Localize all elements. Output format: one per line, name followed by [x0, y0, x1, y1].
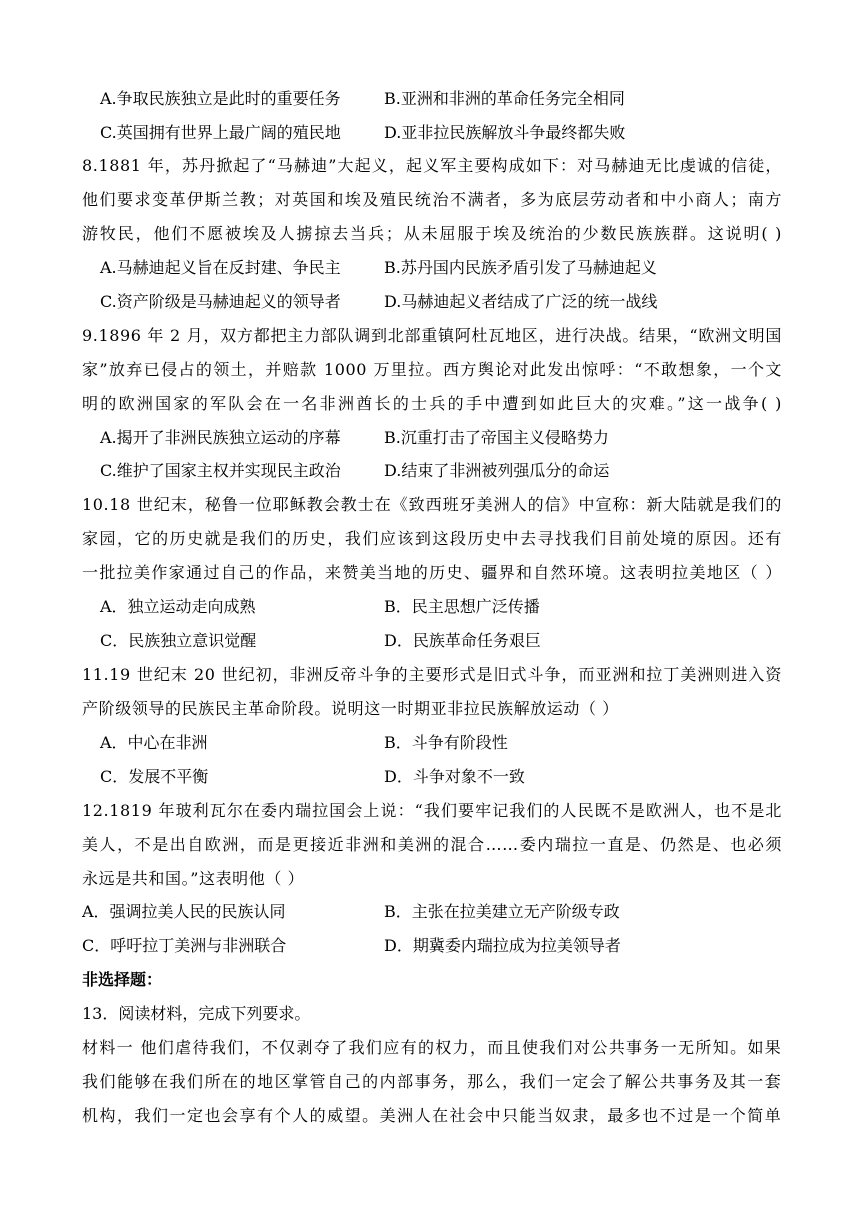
q8-stem-line-3: 游牧民，他们不愿被埃及人掳掠去当兵；从未屈服于埃及统治的少数民族族群。这说明( ): [82, 224, 782, 243]
q12-stem-line-2: 美人，不是出自欧洲，而是更接近非洲和美洲的混合……委内瑞拉一直是、仍然是、也必须: [82, 835, 782, 854]
q10-option-b: B．民主思想广泛传播: [384, 597, 540, 616]
q11-stem-line-2: 产阶级领导的民族民主革命阶段。说明这一时期亚非拉民族解放运动（ ）: [82, 699, 619, 718]
q11-option-a: A．中心在非洲: [100, 733, 208, 752]
q11-stem-line-1: 11.19 世纪末 20 世纪初，非洲反帝斗争的主要形式是旧式斗争，而亚洲和拉丁美洲则进入资: [82, 665, 782, 684]
q12-option-b: B．主张在拉美建立无产阶级专政: [384, 902, 620, 921]
q12-stem-line-3: 永远是共和国。”这表明他（ ）: [82, 869, 305, 888]
q10-option-a: A．独立运动走向成熟: [100, 597, 256, 616]
q13-material-line-2: 我们能够在我们所在的地区掌管自己的内部事务，那么，我们一定会了解公共事务及其一套: [82, 1072, 782, 1091]
q10-option-d: D．民族革命任务艰巨: [384, 631, 541, 650]
q8-stem-line-1: 8.1881 年，苏丹掀起了“马赫迪”大起义，起义军主要构成如下：对马赫迪无比虔诚的信徒，: [82, 156, 782, 175]
q11-option-c: C．发展不平衡: [100, 767, 209, 786]
q7-option-d: D.亚非拉民族解放斗争最终都失败: [384, 123, 626, 142]
q8-option-d: D.马赫迪起义者结成了广泛的统一战线: [384, 292, 658, 311]
q9-option-a: A.揭开了非洲民族独立运动的序幕: [100, 428, 341, 447]
q9-option-d: D.结束了非洲被列强瓜分的命运: [384, 461, 610, 480]
q8-option-b: B.苏丹国内民族矛盾引发了马赫迪起义: [384, 258, 657, 277]
q13-material-line-1: 材料一 他们虐待我们，不仅剥夺了我们应有的权力，而且使我们对公共事务一无所知。如果: [82, 1038, 782, 1057]
section-heading: 非选择题：: [82, 970, 163, 989]
q9-stem-line-2: 家”放弃已侵占的领土，并赔款 1000 万里拉。西方舆论对此发出惊呼：“不敢想象，一个文: [82, 360, 782, 379]
q9-stem-line-1: 9.1896 年 2 月，双方都把主力部队调到北部重镇阿杜瓦地区，进行决战。结果，“欧洲文明国: [82, 326, 782, 345]
q7-option-c: C.英国拥有世界上最广阔的殖民地: [100, 123, 341, 142]
q12-stem-line-1: 12.1819 年玻利瓦尔在委内瑞拉国会上说：“我们要牢记我们的人民既不是欧洲人，也不是北: [82, 801, 782, 820]
q13-material-line-3: 机构，我们一定也会享有个人的威望。美洲人在社会中只能当奴隶，最多也不过是一个简单: [82, 1106, 782, 1125]
q13-stem: 13．阅读材料，完成下列要求。: [82, 1004, 311, 1023]
q10-stem-line-3: 一批拉美作家通过自己的作品，来赞美当地的历史、疆界和自然环境。这表明拉美地区（ ）: [82, 563, 782, 582]
q7-option-b: B.亚洲和非洲的革命任务完全相同: [384, 89, 625, 108]
q10-stem-line-1: 10.18 世纪末，秘鲁一位耶稣教会教士在《致西班牙美洲人的信》中宣称：新大陆就是我们的: [82, 495, 782, 514]
q10-option-c: C．民族独立意识觉醒: [100, 631, 257, 650]
q9-stem-line-3: 明的欧洲国家的军队会在一名非洲酋长的士兵的手中遭到如此巨大的灾难。”这一战争( ): [82, 394, 782, 413]
q10-stem-line-2: 家园，它的历史就是我们的历史，我们应该到这段历史中去寻找我们目前处境的原因。还有: [82, 529, 782, 548]
q12-option-c: C．呼吁拉丁美洲与非洲联合: [82, 936, 287, 955]
q9-option-b: B.沉重打击了帝国主义侵略势力: [384, 428, 609, 447]
q11-option-b: B．斗争有阶段性: [384, 733, 508, 752]
q8-option-a: A.马赫迪起义旨在反封建、争民主: [100, 258, 341, 277]
q9-option-c: C.维护了国家主权并实现民主政治: [100, 461, 341, 480]
q11-option-d: D．斗争对象不一致: [384, 767, 525, 786]
q8-option-c: C.资产阶级是马赫迪起义的领导者: [100, 292, 341, 311]
q8-stem-line-2: 他们要求变革伊斯兰教；对英国和埃及殖民统治不满者，多为底层劳动者和中小商人；南方: [82, 190, 782, 209]
q12-option-a: A．强调拉美人民的民族认同: [82, 902, 286, 921]
q7-option-a: A.争取民族独立是此时的重要任务: [100, 89, 341, 108]
q12-option-d: D．期冀委内瑞拉成为拉美领导者: [384, 936, 621, 955]
